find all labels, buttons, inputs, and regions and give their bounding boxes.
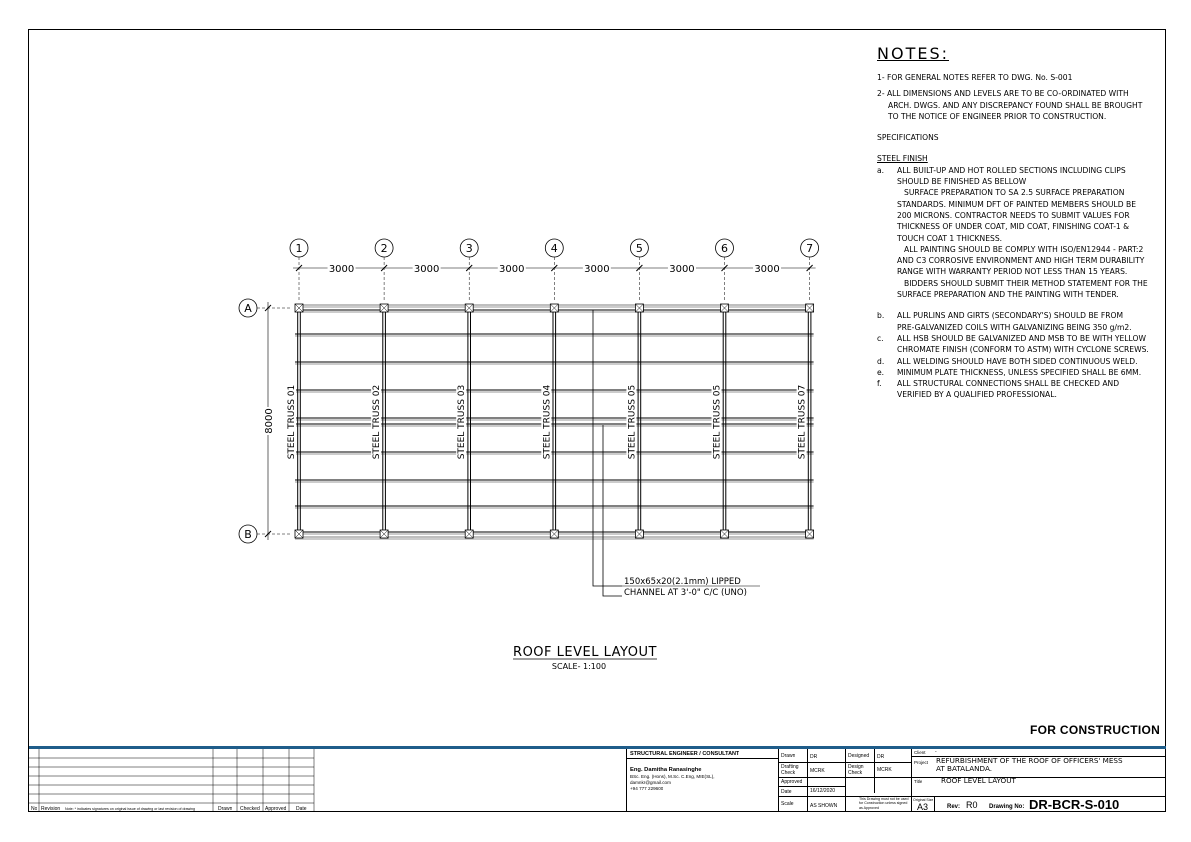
- designed-value: DR: [877, 754, 885, 760]
- notes-panel: [877, 44, 1159, 401]
- truss-labels: [286, 384, 808, 460]
- design-check-label: Design Check: [848, 764, 864, 776]
- callout-leader-1: [593, 310, 622, 586]
- dim-label-vertical: 8000: [264, 408, 275, 434]
- spec-a-line: ALL BUILT-UP AND HOT ROLLED SECTIONS INCLUDING CLIPS: [897, 165, 1126, 175]
- for-construction-label: FOR CONSTRUCTION: [1030, 723, 1161, 737]
- rev-label: Rev:: [947, 804, 961, 810]
- spec-c-line: ALL HSB SHOULD BE GALVANIZED AND MSB TO BE WITH YELLOW: [897, 333, 1146, 343]
- design-check-value: MCRK: [877, 767, 892, 773]
- callout-line-1: 150x65x20(2.1mm) LIPPED: [624, 577, 741, 587]
- client-label: Client: [914, 750, 926, 755]
- spec-key-c: c.: [877, 333, 884, 343]
- dim-label: 3000: [328, 264, 355, 275]
- spec-item-f: [877, 378, 1159, 401]
- designed-label: Designed: [848, 753, 870, 759]
- construction-note: This Drawing must not be used for Construction unless signed as Approved: [859, 797, 909, 810]
- grid-bubble-label: 2: [380, 242, 388, 255]
- revision-table: [29, 749, 319, 812]
- divider: [778, 786, 845, 787]
- divider: [845, 749, 846, 812]
- spec-a-line: STANDARDS. MINIMUM DFT OF PAINTED MEMBERS SHOULD BE: [897, 199, 1136, 209]
- scale-value: AS SHOWN: [810, 803, 838, 809]
- spec-a-line: SURFACE PREPARATION TO SA 2.5 SURFACE PREPARATION: [904, 188, 1125, 198]
- divider: [934, 797, 935, 812]
- engineer-name: Eng. Damitha Ranasinghe: [630, 767, 702, 773]
- dim-label: 3000: [584, 264, 610, 275]
- divider: [911, 796, 1166, 797]
- callout-leader-2: [603, 425, 622, 596]
- rev-header-checked: Checked: [240, 806, 260, 812]
- rev-header-revision: Revision: [41, 806, 61, 812]
- grid-bubble-label: B: [244, 528, 252, 541]
- grid-bubble-label: 1: [295, 242, 303, 255]
- spec-key-a: a.: [877, 165, 885, 175]
- spec-f-line: VERIFIED BY A QUALIFIED PROFESSIONAL.: [897, 390, 1057, 400]
- truss-label: STEEL TRUSS 01: [287, 384, 297, 460]
- date-value: 16/12/2020: [810, 788, 836, 794]
- rev-header-date: Date: [296, 806, 307, 812]
- grid-bubble-label: A: [244, 302, 252, 315]
- spec-f-line: ALL STRUCTURAL CONNECTIONS SHALL BE CHECKED AND: [897, 379, 1120, 389]
- engineer-email: damnkr@gmail.com: [630, 780, 671, 785]
- spec-a-line: RANGE WITH WARRANTY PERIOD NOT LESS THAN 15 YEARS.: [897, 267, 1128, 277]
- dimension-lines: [262, 262, 816, 540]
- specifications-heading: SPECIFICATIONS: [877, 133, 939, 143]
- divider: [807, 749, 808, 812]
- spec-key-e: e.: [877, 367, 885, 377]
- rev-header-no: No: [31, 806, 38, 812]
- title-label: Title: [914, 779, 923, 784]
- project-line-2: AT BATALANDA.: [936, 765, 993, 773]
- original-size-value: A3: [917, 802, 929, 812]
- spec-item-d: [877, 356, 1159, 367]
- spec-item-b: [877, 310, 1159, 333]
- note-2-line-2: ARCH. DWGS. AND ANY DISCREPANCY FOUND SHALL BE BROUGHT: [888, 100, 1143, 110]
- truss-label: STEEL TRUSS 02: [372, 384, 383, 460]
- drafting-check-value: MCRK: [810, 768, 825, 774]
- grid-bubble-label: 4: [550, 242, 558, 255]
- consultant-heading: STRUCTURAL ENGINEER / CONSULTANT: [630, 751, 740, 757]
- grid-bubble-label: 7: [806, 242, 814, 255]
- divider: [911, 749, 912, 812]
- rev-header-drawn: Drawn: [218, 806, 233, 812]
- spec-a-line: TOUCH COAT 1 THICKNESS.: [897, 233, 1003, 243]
- truss-label: STEEL TRUSS 04: [542, 384, 553, 460]
- divider: [874, 749, 875, 793]
- rev-value: R0: [966, 800, 978, 810]
- notes-heading: NOTES:: [877, 44, 949, 63]
- spec-b-line: PRE-GALVANIZED COILS WITH GALVANIZING BEING 350 g/m2.: [897, 322, 1132, 332]
- title-block: [29, 746, 1166, 812]
- grid-bubble-label: 5: [635, 242, 643, 255]
- approved-label: Approved: [781, 779, 803, 785]
- spec-item-e: [877, 367, 1159, 378]
- dim-label: 3000: [754, 264, 780, 275]
- spec-c-line: CHROMATE FINISH (CONFORM TO ASTM) WITH CYCLONE SCREWS.: [897, 345, 1149, 355]
- spec-a-line: ALL PAINTING SHOULD BE COMPLY WITH ISO/EN12944 - PART:2: [904, 244, 1144, 254]
- project-label: Project: [914, 760, 929, 765]
- divider: [778, 749, 779, 812]
- drawing-title: ROOF LEVEL LAYOUT: [513, 645, 657, 660]
- project-line-1: REFURBISHMENT OF THE ROOF OF OFFICERS' MESS: [936, 757, 1123, 765]
- spec-key-f: f.: [877, 379, 882, 389]
- divider: [626, 758, 778, 759]
- callout-line-2: CHANNEL AT 3'-0" C/C (UNO): [624, 588, 747, 598]
- drawn-value: DR: [810, 754, 818, 760]
- drawn-label: Drawn: [781, 753, 796, 759]
- spec-a-line: SURFACE PREPARATION AND THE PAINTING WITH TENDER.: [897, 290, 1119, 300]
- spec-e-line: MINIMUM PLATE THICKNESS, UNLESS SPECIFIED SHALL BE 6MM.: [897, 367, 1142, 377]
- truss-label: STEEL TRUSS 05: [712, 384, 723, 460]
- note-2-line-3: TO THE NOTICE OF ENGINEER PRIOR TO CONSTRUCTION.: [888, 111, 1107, 121]
- date-label: Date: [781, 789, 792, 795]
- drawing-no-label: Drawing No:: [989, 804, 1025, 810]
- drafting-check-label: Drafting Check: [781, 764, 799, 776]
- steel-finish-heading: STEEL FINISH: [877, 154, 928, 164]
- spec-a-line: 200 MICRONS. CONTRACTOR NEEDS TO SUBMIT VALUES FOR: [897, 210, 1130, 220]
- original-size-label: Original Size: [913, 798, 934, 802]
- title-value: ROOF LEVEL LAYOUT: [941, 777, 1016, 785]
- grid-bubble-label: 3: [465, 242, 473, 255]
- client-value: -: [935, 749, 937, 755]
- spec-d-line: ALL WELDING SHOULD HAVE BOTH SIDED CONTINUOUS WELD.: [897, 356, 1138, 366]
- grid-bubbles: [239, 239, 819, 543]
- truss-label: STEEL TRUSS 05: [627, 384, 638, 460]
- spec-a-line: THICKNESS OF UNDER COAT, MID COAT, FINISHING COAT-1 &: [897, 222, 1130, 232]
- scale-label: Scale: [781, 801, 794, 807]
- spec-item-a: [877, 165, 1159, 301]
- truss-label: STEEL TRUSS 03: [457, 384, 468, 460]
- engineer-phone: +94 777 229600: [630, 786, 664, 791]
- dim-label: 3000: [669, 264, 695, 275]
- drawing-no-value: DR-BCR-S-010: [1029, 798, 1120, 812]
- spec-key-d: d.: [877, 356, 885, 366]
- spec-a-line: BIDDERS SHOULD SUBMIT THEIR METHOD STATEMENT FOR THE: [904, 278, 1148, 288]
- drawing-scale: SCALE- 1:100: [551, 662, 607, 671]
- dim-label: 3000: [499, 264, 525, 275]
- note-1: 1- FOR GENERAL NOTES REFER TO DWG. No. S-001: [877, 73, 1073, 82]
- divider: [778, 762, 911, 763]
- grid-bubble-label: 6: [721, 242, 728, 255]
- engineer-quals: BSc. Eng. (Hons), M.Sc. C.Eng, MIE(SL),: [630, 774, 715, 779]
- dim-label: 3000: [413, 264, 440, 275]
- spec-a-line: SHOULD BE FINISHED AS BELLOW: [897, 177, 1027, 187]
- divider: [778, 777, 911, 778]
- spec-b-line: ALL PURLINS AND GIRTS (SECONDARY'S) SHOULD BE FROM: [897, 311, 1124, 321]
- note-2-line-1: 2- ALL DIMENSIONS AND LEVELS ARE TO BE CO-ORDINATED WITH: [877, 89, 1129, 99]
- rev-header-note: Note: * indicates signatures on original issue of drawing or last revision of drawing: [65, 807, 196, 811]
- spec-a-line: AND C3 CORROSIVE ENVIRONMENT AND HIGH TERM DURABILITY: [897, 256, 1145, 266]
- rev-header-approved: Approved: [265, 806, 287, 812]
- spec-key-b: b.: [877, 311, 885, 321]
- spec-item-c: [877, 333, 1159, 356]
- truss-label: STEEL TRUSS 07: [797, 384, 808, 460]
